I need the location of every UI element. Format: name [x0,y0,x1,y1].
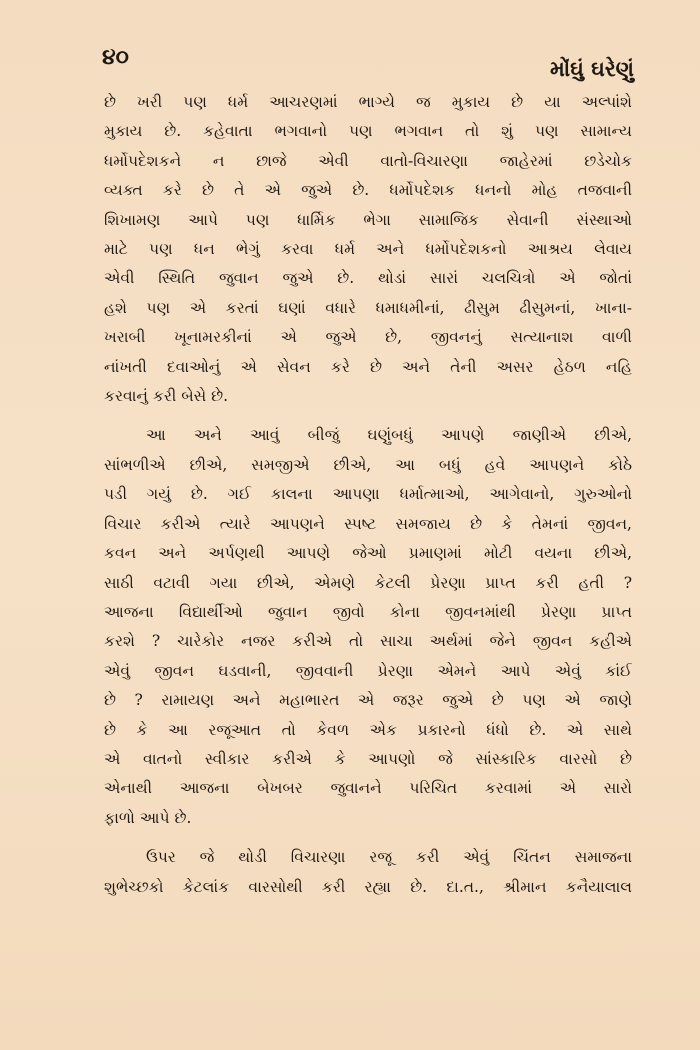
text-line: છે ખરી પણ ધર્મ આચરણમાં ભાગ્યે જ મુકાય છે યા અલ્પાંશે [104,93,632,111]
text-line: વ્યક્ત કરે છે તે એ જુએ છે. ધર્મોપદેશક ધનનો મોહ તજવાની [104,181,632,200]
text-line: શુભેચ્છકો કેટલાંક વારસોથી કરી રહ્યા છે. દા.ત., શ્રીમાન કનૈયાલાલ [104,877,632,896]
text-line: ધર્મોપદેશકને ન છાજે એવી વાતો-વિચારણા જાહેરમાં છડેચોક [104,151,632,170]
text-line: કરવાનું કરી બેસે છે. [104,387,229,406]
paragraph-3 [104,843,632,902]
text-line: એ વાતનો સ્વીકાર કરીએ કે આપણો જે સાંસ્કારિક વારસો છે [104,749,632,768]
text-line: ફાળો આપે છે. [104,808,192,827]
page-number: ૪૦ [102,44,129,70]
text-line: એવી સ્થિતિ જુવાન જુએ છે. થોડાં સારાં ચલચિત્રો એ જોતાં [104,269,632,288]
text-line: આજના વિદ્યાર્થીઓ જુવાન જીવો કોના જીવનમાંથી પ્રેરણા પ્રાપ્ત [104,602,632,621]
text-line: મુકાય છે. કહેવાતા ભગવાનો પણ ભગવાન તો શું પણ સામાન્ય [104,122,632,141]
text-line: કવન અને અર્પણથી આપણે જેઓ પ્રમાણમાં મોટી વયના છીએ, [104,544,632,563]
text-line: છે કે આ રજૂઆત તો કેવળ એક પ્રકારનો ધંધો છે. એ સાથે [104,720,632,739]
text-line: વિચાર કરીએ ત્યારે આપણને સ્પષ્ટ સમજાય છે કે તેમનાં જીવન, [104,514,632,533]
text-line: શિખામણ આપે પણ ધાર્મિક ભેગા સામાજિક સેવાની સંસ્થાઓ [104,210,632,229]
text-line: છે ? રામાયણ અને મહાભારત એ જરૂર જુએ છે પણ એ જાણે [104,691,632,710]
text-line: ઉપર જે થોડી વિચારણા રજૂ કરી એવું ચિંતન સમાજના [146,848,632,867]
paragraph-2 [104,421,632,833]
text-line: એનાથી આજના બેખબર જુવાનને પરિચિત કરવામાં એ સારો [104,779,632,798]
text-line: સાંભળીએ છીએ, સમજીએ છીએ, આ બધું હવે આપણને કોઠે [104,455,632,474]
text-line: ખરાબી ખૂનામરકીનાં એ જુએ છે, જીવનનું સત્યાનાશ વાળી [104,328,632,347]
text-line: આ અને આવું બીજું ઘણુંબધું આપણે જાણીએ છીએ, [146,426,632,445]
text-line: નાંખતી દવાઓનું એ સેવન કરે છે અને તેની અસર હેઠળ નહિ [104,357,632,376]
text-line: હશે પણ એ કરતાં ઘણાં વધારે ધમાધમીનાં, ઢીસુમ ઢીસુમનાં, ખાના- [104,298,632,317]
text-line: માટે પણ ધન ભેગું કરવા ધર્મ અને ધર્મોપદેશકનો આશ્રય લેવાય [104,240,632,259]
text-line: કરશે ? ચારેકોર નજર કરીએ તો સાચા અર્થમાં જેને જીવન કહીએ [104,632,632,651]
text-line: એવું જીવન ઘડવાની, જીવવાની પ્રેરણા એમને આપે એવું કાંઈ [104,661,632,680]
body-text [104,88,632,902]
paragraph-1 [104,88,632,411]
text-line: પડી ગયું છે. ગઈ કાલના આપણા ધર્માત્માઓ, આગેવાનો, ગુરુઓનો [104,485,632,504]
running-title: મોંઘું ઘરેણું [550,56,634,81]
text-line: સાઠી વટાવી ગયા છીએ, એમણે કેટલી પ્રેરણા પ્રાપ્ત કરી હતી ? [104,573,632,592]
